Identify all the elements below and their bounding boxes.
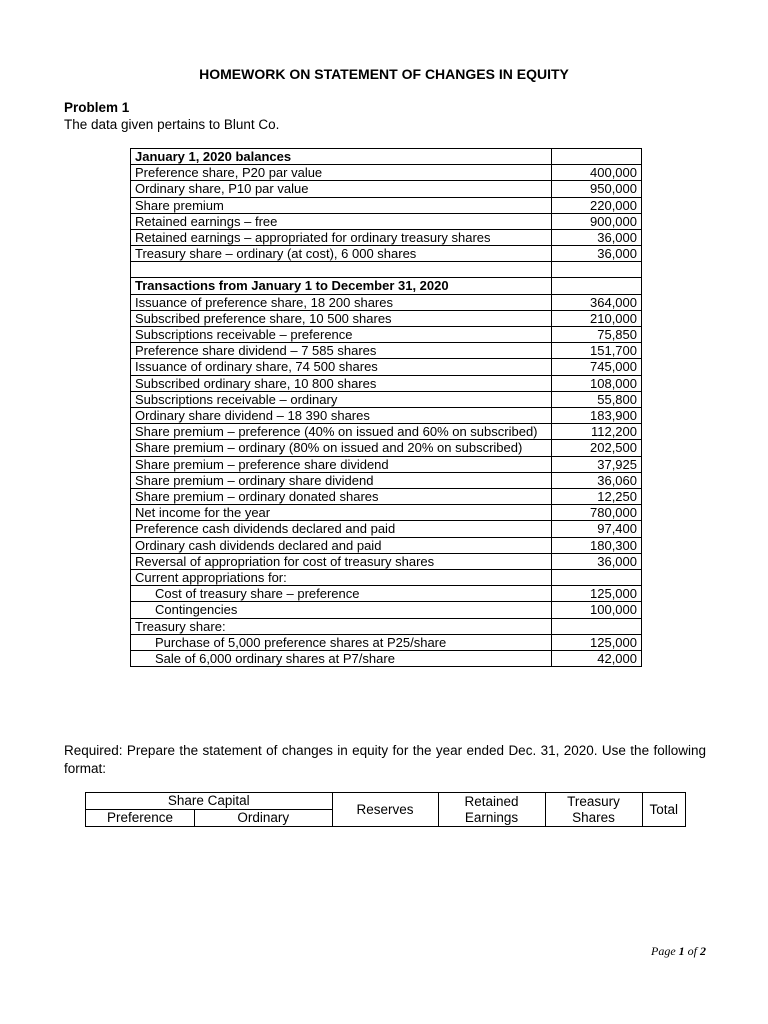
table-row xyxy=(131,213,642,229)
row-amount: 55,800 xyxy=(552,391,642,407)
row-amount: 97,400 xyxy=(552,521,642,537)
page-current: 1 xyxy=(678,944,685,958)
table-row xyxy=(131,408,642,424)
row-amount: 125,000 xyxy=(552,586,642,602)
row-description: Issuance of preference share, 18 200 shares xyxy=(131,294,552,310)
row-amount xyxy=(552,618,642,634)
table-row xyxy=(131,246,642,262)
row-description: Cost of treasury share – preference xyxy=(131,586,552,602)
table-row xyxy=(131,230,642,246)
row-amount: 202,500 xyxy=(552,440,642,456)
row-amount: 42,000 xyxy=(552,651,642,667)
spacer-cell xyxy=(131,262,552,278)
row-amount: 151,700 xyxy=(552,343,642,359)
required-instructions: Required: Prepare the statement of changes in equity for the year ended Dec. 31, 2020. Use the following format: xyxy=(64,743,706,776)
table-row xyxy=(131,651,642,667)
problem-label: Problem 1 xyxy=(64,100,130,115)
total-header: Total xyxy=(642,793,686,827)
share-capital-header: Share Capital xyxy=(86,793,333,810)
format-table xyxy=(85,792,686,827)
row-description: Ordinary cash dividends declared and paid xyxy=(131,537,552,553)
row-description: Sale of 6,000 ordinary shares at P7/share xyxy=(131,651,552,667)
row-amount: 36,000 xyxy=(552,230,642,246)
row-description: Share premium xyxy=(131,197,552,213)
row-amount: 183,900 xyxy=(552,408,642,424)
table-row xyxy=(131,440,642,456)
row-amount: 112,200 xyxy=(552,424,642,440)
row-description: Subscriptions receivable – preference xyxy=(131,327,552,343)
row-amount: 12,250 xyxy=(552,489,642,505)
row-description: Share premium – preference (40% on issued and 60% on subscribed) xyxy=(131,424,552,440)
table-row xyxy=(131,634,642,650)
table-row xyxy=(131,424,642,440)
page-of: of xyxy=(684,944,700,958)
reserves-header: Reserves xyxy=(332,793,438,827)
row-description: Subscriptions receivable – ordinary xyxy=(131,391,552,407)
row-description: Ordinary share dividend – 18 390 shares xyxy=(131,408,552,424)
amount-cell xyxy=(552,149,642,165)
row-amount: 900,000 xyxy=(552,213,642,229)
problem-intro: The data given pertains to Blunt Co. xyxy=(64,117,280,132)
row-description: Share premium – ordinary donated shares xyxy=(131,489,552,505)
preference-header: Preference xyxy=(86,810,195,827)
table-row xyxy=(131,456,642,472)
row-description: Retained earnings – free xyxy=(131,213,552,229)
row-description: Purchase of 5,000 preference shares at P25/share xyxy=(131,634,552,650)
table-row xyxy=(131,327,642,343)
spacer-cell xyxy=(552,262,642,278)
table-row xyxy=(131,505,642,521)
row-amount: 125,000 xyxy=(552,634,642,650)
retained-label-line1: Retained xyxy=(464,793,519,809)
row-amount: 780,000 xyxy=(552,505,642,521)
row-amount: 36,060 xyxy=(552,472,642,488)
table-row xyxy=(131,602,642,618)
table-row xyxy=(131,294,642,310)
row-description: Contingencies xyxy=(131,602,552,618)
page-number xyxy=(651,944,706,959)
row-description: Current appropriations for: xyxy=(131,570,552,586)
row-amount: 108,000 xyxy=(552,375,642,391)
table-row xyxy=(131,165,642,181)
retained-earnings-header xyxy=(438,793,545,827)
row-amount: 180,300 xyxy=(552,537,642,553)
row-description: Preference share, P20 par value xyxy=(131,165,552,181)
format-header-row xyxy=(86,793,686,810)
row-amount: 75,850 xyxy=(552,327,642,343)
table-row xyxy=(131,521,642,537)
table-row xyxy=(131,391,642,407)
row-description: Subscribed ordinary share, 10 800 shares xyxy=(131,375,552,391)
row-amount: 210,000 xyxy=(552,310,642,326)
row-description: Preference share dividend – 7 585 shares xyxy=(131,343,552,359)
balances-heading: January 1, 2020 balances xyxy=(131,149,552,165)
row-amount: 364,000 xyxy=(552,294,642,310)
row-amount: 37,925 xyxy=(552,456,642,472)
row-description: Subscribed preference share, 10 500 shares xyxy=(131,310,552,326)
amount-cell xyxy=(552,278,642,294)
row-description: Preference cash dividends declared and paid xyxy=(131,521,552,537)
row-description: Issuance of ordinary share, 74 500 shares xyxy=(131,359,552,375)
row-description: Share premium – preference share dividend xyxy=(131,456,552,472)
treasury-label-line2: Shares xyxy=(572,809,615,825)
table-row xyxy=(131,537,642,553)
balances-heading-row xyxy=(131,149,642,165)
row-amount: 745,000 xyxy=(552,359,642,375)
row-amount: 400,000 xyxy=(552,165,642,181)
retained-label-line2: Earnings xyxy=(464,809,519,825)
document-title: HOMEWORK ON STATEMENT OF CHANGES IN EQUITY xyxy=(199,66,569,82)
table-row xyxy=(131,375,642,391)
data-table xyxy=(130,148,642,667)
row-amount: 100,000 xyxy=(552,602,642,618)
transactions-heading: Transactions from January 1 to December 31, 2020 xyxy=(131,278,552,294)
table-row xyxy=(131,310,642,326)
row-description: Reversal of appropriation for cost of treasury shares xyxy=(131,553,552,569)
row-amount: 220,000 xyxy=(552,197,642,213)
row-description: Ordinary share, P10 par value xyxy=(131,181,552,197)
row-amount: 36,000 xyxy=(552,246,642,262)
table-row xyxy=(131,618,642,634)
table-row xyxy=(131,343,642,359)
table-row xyxy=(131,197,642,213)
row-amount xyxy=(552,570,642,586)
ordinary-header: Ordinary xyxy=(195,810,333,827)
treasury-shares-header xyxy=(545,793,642,827)
table-row xyxy=(131,181,642,197)
table-row xyxy=(131,586,642,602)
table-row xyxy=(131,472,642,488)
row-amount: 36,000 xyxy=(552,553,642,569)
treasury-label-line1: Treasury xyxy=(567,793,620,809)
row-description: Net income for the year xyxy=(131,505,552,521)
row-description: Share premium – ordinary share dividend xyxy=(131,472,552,488)
table-row xyxy=(131,553,642,569)
row-amount: 950,000 xyxy=(552,181,642,197)
page-prefix: Page xyxy=(651,944,679,958)
row-description: Treasury share – ordinary (at cost), 6 000 shares xyxy=(131,246,552,262)
row-description: Treasury share: xyxy=(131,618,552,634)
table-row xyxy=(131,570,642,586)
table-row xyxy=(131,359,642,375)
transactions-heading-row xyxy=(131,278,642,294)
row-description: Share premium – ordinary (80% on issued and 20% on subscribed) xyxy=(131,440,552,456)
table-row xyxy=(131,489,642,505)
spacer-row xyxy=(131,262,642,278)
page-total: 2 xyxy=(700,944,706,958)
row-description: Retained earnings – appropriated for ordinary treasury shares xyxy=(131,230,552,246)
